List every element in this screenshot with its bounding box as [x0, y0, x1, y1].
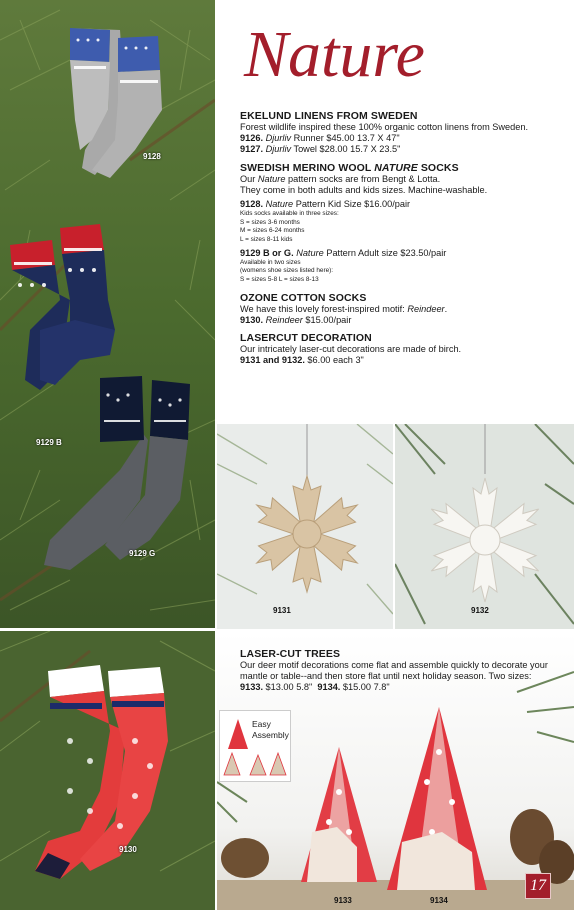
label-9129g: 9129 G: [129, 549, 156, 558]
label-9133: 9133: [334, 896, 352, 905]
easy-assembly-label: Easy Assembly: [252, 719, 289, 740]
label-9129b: 9129 B: [36, 438, 62, 447]
trees-description-1: Our deer motif decorations come flat and assemble quickly to decorate your: [240, 660, 548, 670]
lasercut-description: Our intricately laser-cut decorations are made of birch.: [240, 343, 462, 354]
assembled-tree-icon: [224, 753, 286, 775]
ozone-heading: OZONE COTTON SOCKS: [240, 291, 367, 304]
label-9134: 9134: [430, 896, 448, 905]
trees-text: [240, 648, 570, 694]
ekelund-item-9126: 9126. Djurliv Runner $45.00 13.7 X 47": [240, 133, 400, 144]
easy-assembly-inset: [219, 710, 291, 782]
ekelund-description: Forest wildlife inspired these 100% organic cotton linens from Sweden.: [240, 122, 529, 132]
ozone-item-9130: 9130. Reindeer $15.00/pair: [240, 314, 352, 325]
merino-description-2: They come in both adults and kids sizes. Machine-washable.: [240, 184, 488, 195]
socks-photo-top: [0, 0, 215, 628]
adult-size-line: (womens shoe sizes listed here):: [240, 267, 334, 275]
label-9128: 9128: [143, 152, 161, 161]
adult-size-line: S = sizes 5-8 L = sizes 8-13: [240, 275, 319, 283]
label-9131: 9131: [273, 606, 291, 615]
trees-heading: LASER-CUT TREES: [240, 648, 341, 660]
ekelund-heading: EKELUND LINENS FROM SWEDEN: [240, 110, 418, 122]
trees-items: 9133. $13.00 5.8" 9134. $15.00 7.8": [240, 682, 390, 693]
merino-description-1: Our Nature pattern socks are from Bengt & Lotta.: [240, 173, 441, 184]
kid-size-line: S = sizes 3-6 months: [240, 218, 300, 226]
ozone-description: We have this lovely forest-inspired motif: Reindeer.: [240, 303, 448, 314]
ornament-photo-9131: [217, 424, 393, 629]
merino-heading: SWEDISH MERINO WOOL NATURE SOCKS: [240, 161, 459, 174]
merino-kid-item: 9128. Nature Pattern Kid Size $16.00/pair: [240, 199, 411, 210]
adult-size-line: Available in two sizes: [240, 258, 301, 266]
kid-size-line: M = sizes 6-24 months: [240, 227, 305, 235]
page-number: 17: [525, 873, 551, 899]
product-text-top: [240, 110, 565, 366]
ekelund-item-9127: 9127. Djurliv Towel $28.00 15.7 X 23.5": [240, 144, 401, 155]
ornament-photo-9132: [395, 424, 574, 629]
lasercut-heading: LASERCUT DECORATION: [240, 331, 372, 344]
trees-description-2: mantle or table--and then store flat until next holiday season. Two sizes:: [240, 671, 532, 682]
socks-photo-bottom: [0, 631, 215, 910]
merino-adult-item: 9129 B or G. Nature Pattern Adult size $23.50/pair: [240, 247, 447, 258]
flat-tree-icon: [228, 719, 248, 749]
kid-size-line: L = sizes 8-11 kids: [240, 236, 293, 243]
label-9130: 9130: [119, 845, 137, 854]
page-title: Nature: [244, 18, 425, 91]
label-9132: 9132: [471, 606, 489, 615]
kid-size-line: Kids socks available in three sizes:: [240, 210, 339, 218]
lasercut-item: 9131 and 9132. $6.00 each 3": [240, 355, 364, 366]
